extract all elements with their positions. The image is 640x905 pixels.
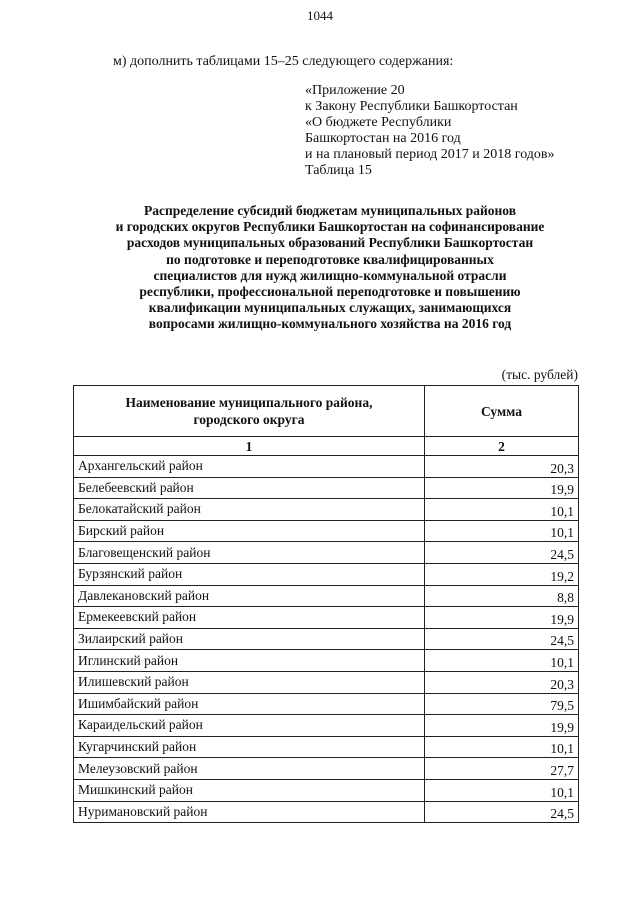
title-line: расходов муниципальных образований Республики Башкортостан	[126, 235, 534, 251]
appendix-line: и на плановый период 2017 и 2018 годов»	[305, 147, 555, 162]
title-line: республики, профессиональной переподготовке и повышению	[139, 284, 521, 300]
title-line: и городских округов Республики Башкортостан на софинансирование	[115, 219, 545, 235]
page-number: 1044	[307, 8, 333, 23]
subsidy-sum: 10,1	[425, 650, 579, 672]
table-row	[74, 456, 579, 478]
district-name: Нуримановский район	[74, 801, 425, 823]
appendix-line: к Закону Республики Башкортостан	[305, 99, 518, 114]
district-name: Ермекеевский район	[74, 607, 425, 629]
table-row	[74, 628, 579, 650]
title-line: квалификации муниципальных служащих, занимающихся	[148, 300, 512, 316]
title-line: Распределение субсидий бюджетам муниципальных районов	[143, 203, 517, 218]
district-name: Ишимбайский район	[74, 693, 425, 715]
subsidy-sum: 79,5	[425, 693, 579, 715]
intro-text: м) дополнить таблицами 15–25 следующего содержания:	[113, 54, 454, 69]
header-sum: Сумма	[425, 386, 579, 437]
subsidy-sum: 20,3	[425, 456, 579, 478]
district-name: Зилаирский район	[74, 628, 425, 650]
table-row	[74, 585, 579, 607]
subsidy-sum: 19,9	[425, 715, 579, 737]
subsidy-sum: 19,2	[425, 563, 579, 585]
district-name: Белебеевский район	[74, 477, 425, 499]
title-line: специалистов для нужд жилищно-коммунальной отрасли	[153, 267, 507, 283]
district-name: Мишкинский район	[74, 779, 425, 801]
district-name: Белокатайский район	[74, 499, 425, 521]
table-row	[74, 715, 579, 737]
table-row	[74, 499, 579, 521]
table-row	[74, 477, 579, 499]
column-number: 2	[425, 437, 579, 456]
appendix-line: «О бюджете Республики	[305, 115, 452, 130]
district-name: Бирский район	[74, 520, 425, 542]
table-row	[74, 693, 579, 715]
subsidy-sum: 24,5	[425, 801, 579, 823]
district-name: Давлекановский район	[74, 585, 425, 607]
header-name-line: городского округа	[193, 412, 305, 427]
appendix-heading	[305, 83, 555, 179]
district-name: Караидельский район	[74, 715, 425, 737]
table-row	[74, 542, 579, 564]
table-row	[74, 801, 579, 823]
subsidy-sum: 10,1	[425, 499, 579, 521]
table-row	[74, 607, 579, 629]
district-name: Бурзянский район	[74, 563, 425, 585]
document-title	[60, 203, 600, 333]
title-line: по подготовке и переподготовке квалифицированных	[166, 251, 494, 267]
appendix-line: «Приложение 20	[305, 83, 405, 98]
header-name-line: Наименование муниципального района,	[125, 395, 373, 410]
table-row	[74, 520, 579, 542]
district-name: Мелеузовский район	[74, 758, 425, 780]
district-name: Архангельский район	[74, 456, 425, 478]
subsidy-sum: 10,1	[425, 736, 579, 758]
appendix-line: Башкортостан на 2016 год	[305, 131, 461, 146]
units-label: (тыс. рублей)	[501, 367, 578, 382]
district-name: Кугарчинский район	[74, 736, 425, 758]
table-number: Таблица 15	[305, 163, 372, 178]
subsidy-sum: 19,9	[425, 607, 579, 629]
district-name: Благовещенский район	[74, 542, 425, 564]
title-line: вопросами жилищно-коммунального хозяйства на 2016 год	[148, 316, 512, 332]
subsidy-sum: 20,3	[425, 671, 579, 693]
subsidy-sum: 10,1	[425, 779, 579, 801]
table-row	[74, 758, 579, 780]
column-number: 1	[74, 437, 425, 456]
subsidy-sum: 27,7	[425, 758, 579, 780]
table-row	[74, 779, 579, 801]
subsidy-sum: 24,5	[425, 628, 579, 650]
header-name	[74, 386, 425, 437]
district-name: Илишевский район	[74, 671, 425, 693]
subsidy-sum: 19,9	[425, 477, 579, 499]
subsidy-sum: 8,8	[425, 585, 579, 607]
district-name: Иглинский район	[74, 650, 425, 672]
subsidy-sum: 10,1	[425, 520, 579, 542]
subsidy-sum: 24,5	[425, 542, 579, 564]
table-row	[74, 563, 579, 585]
table-row	[74, 736, 579, 758]
subsidy-table	[73, 385, 579, 823]
table-row	[74, 671, 579, 693]
table-row	[74, 650, 579, 672]
